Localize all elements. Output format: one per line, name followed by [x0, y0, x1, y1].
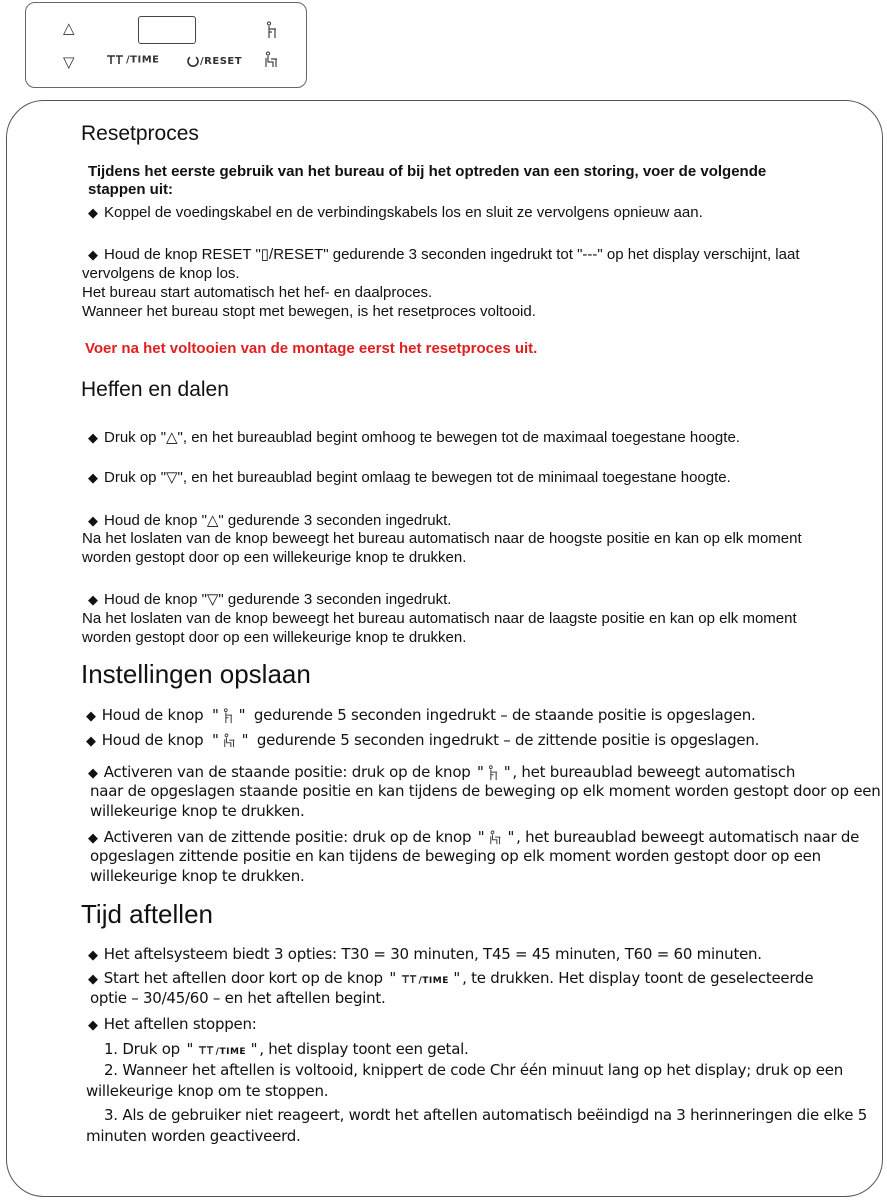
standing-person-icon [223, 708, 234, 724]
lift-bullet-3 [88, 511, 451, 529]
bullet-icon: ◆ [88, 248, 98, 263]
lift-bullet-4-text: Houd de knop "▽" gedurende 3 seconden ingedrukt. [104, 591, 452, 608]
power-icon [186, 54, 200, 68]
up-arrow-button[interactable]: △ [63, 19, 75, 37]
save-bullet-4-line2: opgeslagen zittende positie en kan tijdens de beweging op elk moment worden gestopt door op een [90, 847, 821, 865]
time-slash: / [126, 54, 131, 66]
display-screen [138, 16, 196, 44]
lift-bullet-4-line3: worden gestopt door op een willekeurige knop te drukken. [82, 629, 467, 646]
save-bullet-3-post: , het bureaublad beweegt automatisch [512, 763, 796, 781]
bullet-icon: ◆ [88, 431, 98, 446]
time-button-label: TIME [130, 54, 160, 66]
timer-bullet-3 [88, 1015, 257, 1033]
bullet-icon: ◆ [86, 709, 96, 724]
sitting-person-icon [264, 51, 280, 69]
bullet-icon: ◆ [86, 734, 96, 749]
reset-slash: / [200, 56, 205, 67]
timer-time-label: TIME [422, 976, 449, 986]
bullet-icon: ◆ [88, 766, 98, 781]
timer-step-3: 3. Als de gebruiker niet reageert, wordt het aftellen automatisch beëindigd na 3 herinneringen die elke 5 [104, 1106, 868, 1124]
timer-step-3-line2: minuten worden geactiveerd. [86, 1127, 301, 1145]
timer-step-1-pre: 1. Druk op [104, 1040, 180, 1058]
timer-bullet-2-line2: optie – 30/45/60 – en het aftellen begint. [90, 989, 386, 1007]
bullet-icon: ◆ [88, 471, 98, 486]
save-bullet-2: ◆ Houd de knop " " gedurende 5 seconden ingedrukt – de zittende positie is opgeslagen. [86, 731, 760, 749]
timer-bullet-2-pre: Start het aftellen door kort op de knop [103, 969, 383, 987]
timer-bullet-3-text: Het aftellen stoppen: [103, 1015, 257, 1033]
bullet-icon: ◆ [88, 514, 98, 529]
timer-bullet-2: ◆ Start het aftellen door kort op de knop " /TIME " , te drukken. Het display toont de geselecteerde [88, 969, 814, 987]
timer-bullet-2-post: , te drukken. Het display toont de geselecteerde [462, 969, 814, 987]
lift-bullet-1 [88, 428, 740, 446]
bullet-icon: ◆ [88, 972, 98, 987]
save-bullet-3-pre: Activeren van de staande positie: druk op de knop [103, 763, 471, 781]
save-bullet-3-line3: willekeurige knop te drukken. [90, 802, 305, 820]
section-title-reset: Resetproces [81, 122, 199, 145]
bullet-icon: ◆ [88, 593, 98, 608]
timer-t-icon [106, 54, 126, 65]
timer-time-label: TIME [219, 1047, 247, 1057]
lift-bullet-2-text: Druk op "▽", en het bureaublad begint omlaag te bewegen tot de minimaal toegestane hoogte. [104, 469, 731, 486]
save-bullet-1-post: gedurende 5 seconden ingedrukt – de staande positie is opgeslagen. [253, 706, 756, 724]
sitting-position-button[interactable] [264, 51, 280, 73]
save-bullet-4-line3: willekeurige knop te drukken. [90, 867, 305, 885]
control-panel [25, 2, 307, 88]
lift-bullet-3-text: Houd de knop "△" gedurende 3 seconden ingedrukt. [104, 512, 452, 529]
reset-button[interactable] [186, 54, 242, 68]
time-button[interactable] [106, 54, 159, 66]
timer-step-2: 2. Wanneer het aftellen is voltooid, knippert de code Chr één minuut lang op het display; druk op een [104, 1061, 843, 1079]
standing-person-icon [488, 765, 499, 781]
reset-bullet-2-line4: Wanneer het bureau stopt met bewegen, is het resetproces voltooid. [82, 303, 536, 320]
timer-t-icon [401, 974, 419, 984]
save-bullet-3: ◆ Activeren van de staande positie: druk op de knop " " , het bureaublad beweegt automatisch [88, 763, 796, 781]
timer-t-icon [198, 1045, 216, 1055]
reset-intro-line2: stappen uit: [88, 181, 173, 198]
reset-bullet-2 [88, 245, 800, 263]
bullet-icon: ◆ [88, 831, 98, 846]
sitting-person-icon [489, 830, 503, 846]
reset-warning: Voer na het voltooien van de montage eerst het resetproces uit. [85, 340, 538, 357]
sitting-person-icon [223, 733, 237, 749]
timer-bullet-1-text: Het aftelsysteem biedt 3 opties: T30 = 30 minuten, T45 = 45 minuten, T60 = 60 minuten. [103, 945, 762, 963]
reset-intro-line1: Tijdens het eerste gebruik van het bureau of bij het optreden van een storing, voer de volgende [88, 163, 767, 180]
reset-bullet-1-text: Koppel de voedingskabel en de verbindingskabels los en sluit ze vervolgens opnieuw aan. [104, 204, 703, 221]
section-title-lift: Heffen en dalen [81, 378, 229, 401]
reset-button-label: RESET [204, 56, 243, 67]
save-bullet-2-post: gedurende 5 seconden ingedrukt – de zittende positie is opgeslagen. [256, 731, 760, 749]
lift-bullet-3-line3: worden gestopt door op een willekeurige knop te drukken. [82, 549, 467, 566]
section-title-save: Instellingen opslaan [81, 659, 311, 689]
lift-bullet-2 [88, 468, 731, 486]
timer-bullet-1 [88, 945, 762, 963]
reset-bullet-2-line2: vervolgens de knop los. [82, 265, 240, 282]
lift-bullet-1-text: Druk op "△", en het bureaublad begint omhoog te bewegen tot de maximaal toegestane hoogte. [104, 429, 740, 446]
reset-bullet-1 [88, 204, 703, 221]
timer-step-1-post: , het display toont een getal. [259, 1040, 469, 1058]
reset-bullet-2-line3: Het bureau start automatisch het hef- en daalproces. [82, 284, 433, 301]
reset-bullet-2-text: Houd de knop RESET "▯/RESET" gedurende 3 seconden ingedrukt tot "---" op het display verschijnt, laat [104, 246, 800, 263]
save-bullet-4-pre: Activeren van de zittende positie: druk op de knop [103, 828, 472, 846]
bullet-icon: ◆ [88, 1018, 98, 1033]
save-bullet-2-pre: Houd de knop [101, 731, 204, 749]
timer-step-1: 1. Druk op " /TIME " , het display toont een getal. [104, 1040, 469, 1058]
section-title-timer: Tijd aftellen [81, 899, 213, 929]
standing-position-button[interactable] [266, 21, 278, 43]
bullet-icon: ◆ [88, 948, 98, 963]
save-bullet-3-line2: naar de opgeslagen staande positie en kan tijdens de beweging op elk moment worden gestopt door op een [90, 782, 881, 800]
save-bullet-1-pre: Houd de knop [101, 706, 204, 724]
down-arrow-button[interactable]: ▽ [63, 53, 75, 71]
lift-bullet-4-line2: Na het loslaten van de knop beweegt het bureau automatisch naar de laagste positie en kan op elk moment [82, 610, 797, 627]
bullet-icon: ◆ [88, 206, 98, 221]
timer-step-2-line2: willekeurige knop om te stoppen. [86, 1082, 329, 1100]
save-bullet-4: ◆ Activeren van de zittende positie: druk op de knop " " , het bureaublad beweegt automatisch naar de [88, 828, 860, 846]
lift-bullet-4 [88, 590, 451, 608]
save-bullet-4-post: , het bureaublad beweegt automatisch naar de [516, 828, 860, 846]
lift-bullet-3-line2: Na het loslaten van de knop beweegt het bureau automatisch naar de hoogste positie en kan op elk moment [82, 530, 802, 547]
standing-person-icon [266, 21, 278, 39]
save-bullet-1: ◆ Houd de knop " " gedurende 5 seconden ingedrukt – de staande positie is opgeslagen. [86, 706, 756, 724]
